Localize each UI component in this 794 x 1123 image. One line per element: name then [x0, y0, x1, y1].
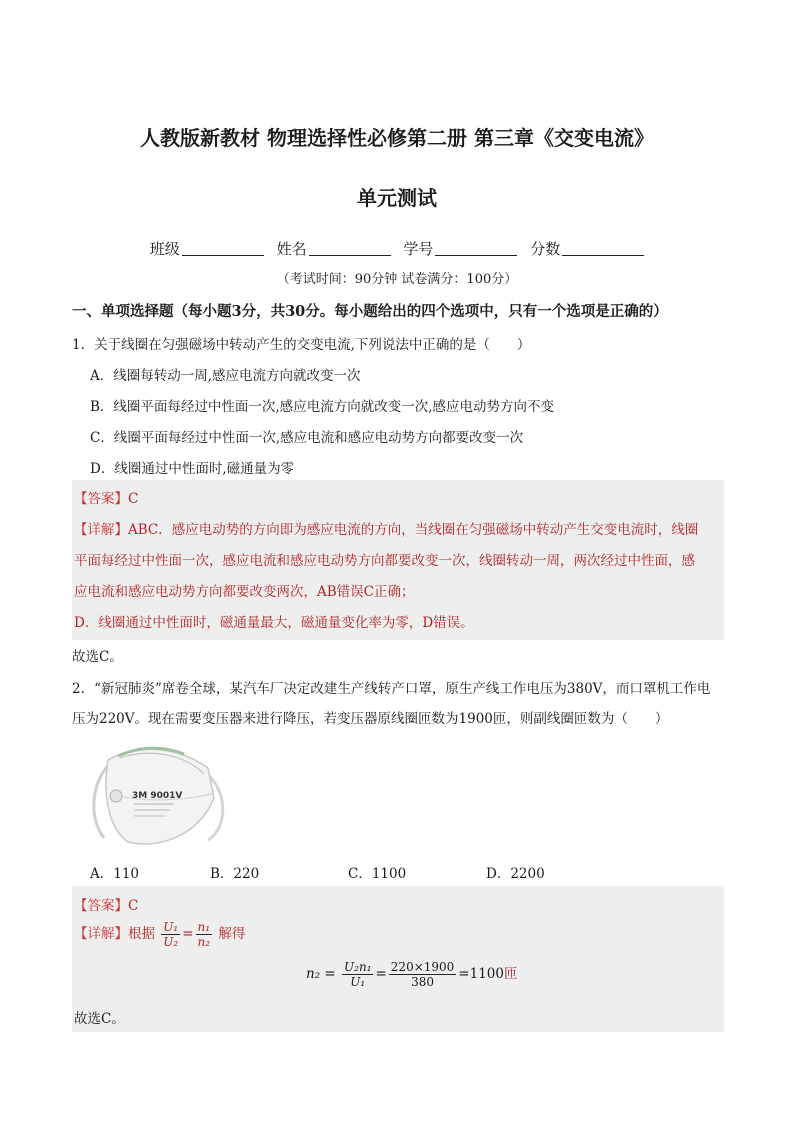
q1-option-b: B．线圈平面每经过中性面一次,感应电流方向就改变一次,感应电动势方向不变	[90, 399, 555, 415]
class-field[interactable]: 班级	[150, 238, 264, 259]
ratio-right: $\frac{\text{n₁}}{\text{n₂}}$	[197, 920, 211, 949]
q2-option-c: C．1100	[348, 866, 407, 882]
q1-answer: 【答案】C	[74, 491, 139, 507]
q1-option-d: D．线圈通过中性面时,磁通量为零	[90, 461, 295, 477]
q1-answer-box	[72, 480, 724, 640]
ratio-left: $\frac{\text{U₁}}{\text{U₂}}$	[163, 920, 179, 949]
question-1-stem: 1．关于线圈在匀强磁场中转动产生的交变电流,下列说法中正确的是（ ）	[72, 337, 531, 353]
q1-detail-line-4: D．线圈通过中性面时，磁通量最大，磁通量变化率为零，D错误。	[74, 615, 474, 631]
score-field[interactable]: 分数	[530, 238, 644, 259]
q2-conclusion: 故选C。	[74, 1011, 125, 1027]
q2-formula: n₂ = $\frac{\text{U₂n₁}}{\text{U₁}}$ = $\frac{220\times 1900}{380}$ =1100匝	[306, 960, 518, 989]
q1-conclusion: 故选C。	[72, 649, 123, 665]
exam-time-info: （考试时间：90分钟 试卷满分：100分）	[276, 272, 518, 287]
q1-detail-line-1: 【详解】ABC．感应电动势的方向即为感应电流的方向，当线圈在匀强磁场中转动产生交变电流时，线圈	[74, 522, 699, 538]
mask-illustration	[80, 738, 230, 856]
q2-option-a: A．110	[90, 866, 140, 882]
q2-answer-box	[72, 886, 724, 1032]
question-2-stem-line-2: 压为220V。现在需要变压器来进行降压，若变压器原线圈匝数为1900匝，则副线圈匝数为（ ）	[72, 711, 669, 727]
section-heading: 一、单项选择题（每小题3分，共30分。每小题给出的四个选项中，只有一个选项是正确的）	[72, 303, 668, 320]
q1-option-c: C．线圈平面每经过中性面一次,感应电流和感应电动势方向都要改变一次	[90, 430, 524, 446]
q1-option-a: A．线圈每转动一周,感应电流方向就改变一次	[90, 368, 361, 384]
q2-detail: 【详解】根据 $\frac{\text{U₁}}{\text{U₂}}$ = $\frac{\text{n₁}}{\text{n₂}}$ 解得	[74, 920, 246, 949]
exam-title: 人教版新教材 物理选择性必修第二册 第三章《交变电流》	[140, 126, 654, 150]
q2-option-b: B．220	[210, 866, 260, 882]
student-id-field[interactable]: 学号	[403, 238, 517, 259]
q2-answer: 【答案】C	[74, 898, 139, 914]
q2-option-d: D．2200	[486, 866, 545, 882]
q1-detail-line-3: 应电流和感应电动势方向都要改变两次，AB错误C正确；	[74, 584, 415, 600]
q1-detail-line-2: 平面每经过中性面一次，感应电流和感应电动势方向都要改变一次，线圈转动一周，两次经过中性面，感	[74, 553, 695, 569]
question-2-stem-line-1: 2．“新冠肺炎”席卷全球，某汽车厂决定改建生产线转产口罩，原生产线工作电压为380V，而口罩机工作电	[72, 681, 711, 697]
name-field[interactable]: 姓名	[277, 238, 391, 259]
mask-label: 3M 9001V	[132, 791, 183, 801]
mask-image	[80, 738, 230, 856]
student-info-row	[0, 238, 794, 259]
formula-frac-2: $\frac{220\times 1900}{380}$	[390, 960, 455, 989]
exam-subtitle: 单元测试	[357, 186, 437, 210]
formula-frac-1: $\frac{\text{U₂n₁}}{\text{U₁}}$	[344, 960, 372, 989]
